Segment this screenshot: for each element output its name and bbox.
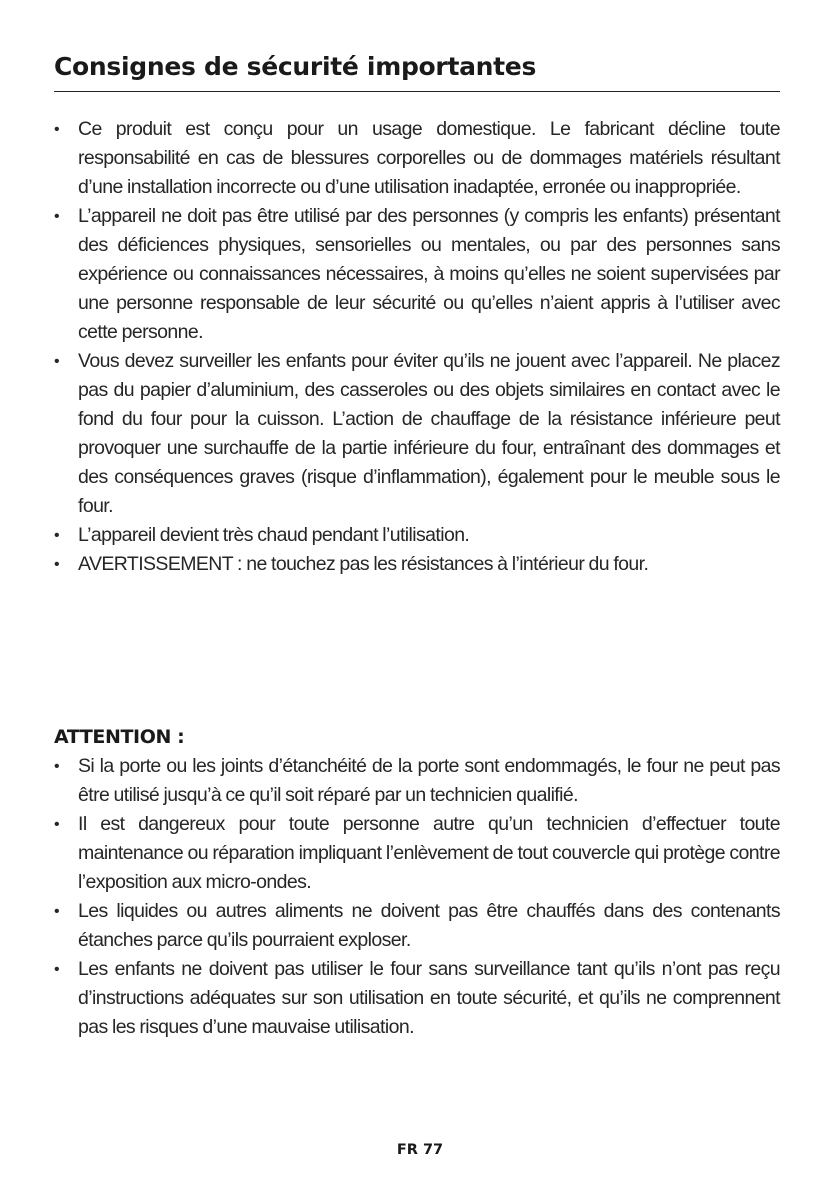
list-item: [54, 521, 780, 550]
list-item-text: L’appareil ne doit pas être utilisé par des personnes (y compris les enfants) présentant des déficiences physiques, sensorielles ou mentales, ou par des personnes sans expérience ou connaissances nécessaires, à moins qu’elles ne soient supervisées par une personne responsable de leur sécurité ou qu’elles n’aient appris à l’utiliser avec cette personne.: [78, 205, 780, 343]
bullet-icon: •: [54, 758, 60, 775]
attention-list: [54, 752, 780, 1042]
bullet-icon: •: [54, 527, 60, 544]
list-item: [54, 347, 780, 521]
bullet-icon: •: [54, 121, 60, 138]
safety-list: [54, 115, 780, 579]
list-item-text: Les liquides ou autres aliments ne doivent pas être chauffés dans des contenants étanches parce qu’ils pourraient exploser.: [78, 900, 780, 951]
bullet-icon: •: [54, 961, 60, 978]
attention-heading: ATTENTION :: [54, 726, 185, 748]
list-item-text: AVERTISSEMENT : ne touchez pas les résistances à l’intérieur du four.: [78, 553, 649, 575]
bullet-icon: •: [54, 208, 60, 225]
list-item-text: Vous devez surveiller les enfants pour éviter qu’ils ne jouent avec l’appareil. Ne placez pas du papier d’aluminium, des casseroles ou des objets similaires en contact avec le fond du four pour la cuisson. L’action de chauffage de la résistance inférieure peut provoquer une surchauffe de la partie inférieure du four, entraînant des dommages et des conséquences graves (risque d’inflammation), également pour le meuble sous le four.: [78, 350, 780, 517]
bullet-icon: •: [54, 903, 60, 920]
bullet-icon: •: [54, 816, 60, 833]
list-item: [54, 955, 780, 1042]
bullet-icon: •: [54, 353, 60, 370]
list-item-text: L’appareil devient très chaud pendant l’utilisation.: [78, 524, 470, 546]
list-item-text: Il est dangereux pour toute personne autre qu’un technicien d’effectuer toute maintenance ou réparation impliquant l’enlèvement de tout couvercle qui protège contre l’exposition aux micro-ondes.: [78, 813, 780, 893]
list-item: [54, 550, 780, 579]
title-divider: [54, 91, 780, 92]
list-item: [54, 897, 780, 955]
bullet-icon: •: [54, 556, 60, 573]
list-item-text: Ce produit est conçu pour un usage domestique. Le fabricant décline toute responsabilité en cas de blessures corporelles ou de dommages matériels résultant d’une installation incorrecte ou d’une utilisation inadaptée, erronée ou inappropriée.: [78, 118, 780, 198]
list-item: [54, 202, 780, 347]
list-item: [54, 810, 780, 897]
list-item-text: Les enfants ne doivent pas utiliser le four sans surveillance tant qu’ils n’ont pas reçu d’instructions adéquates sur son utilisation en toute sécurité, et qu’ils ne comprennent pas les risques d’une mauvaise utilisation.: [78, 958, 780, 1038]
list-item: [54, 115, 780, 202]
page-number: FR 77: [396, 1142, 444, 1158]
page-title: Consignes de sécurité importantes: [54, 52, 537, 81]
list-item: [54, 752, 780, 810]
list-item-text: Si la porte ou les joints d’étanchéité de la porte sont endommagés, le four ne peut pas être utilisé jusqu’à ce qu’il soit réparé par un technicien qualifié.: [78, 755, 780, 806]
